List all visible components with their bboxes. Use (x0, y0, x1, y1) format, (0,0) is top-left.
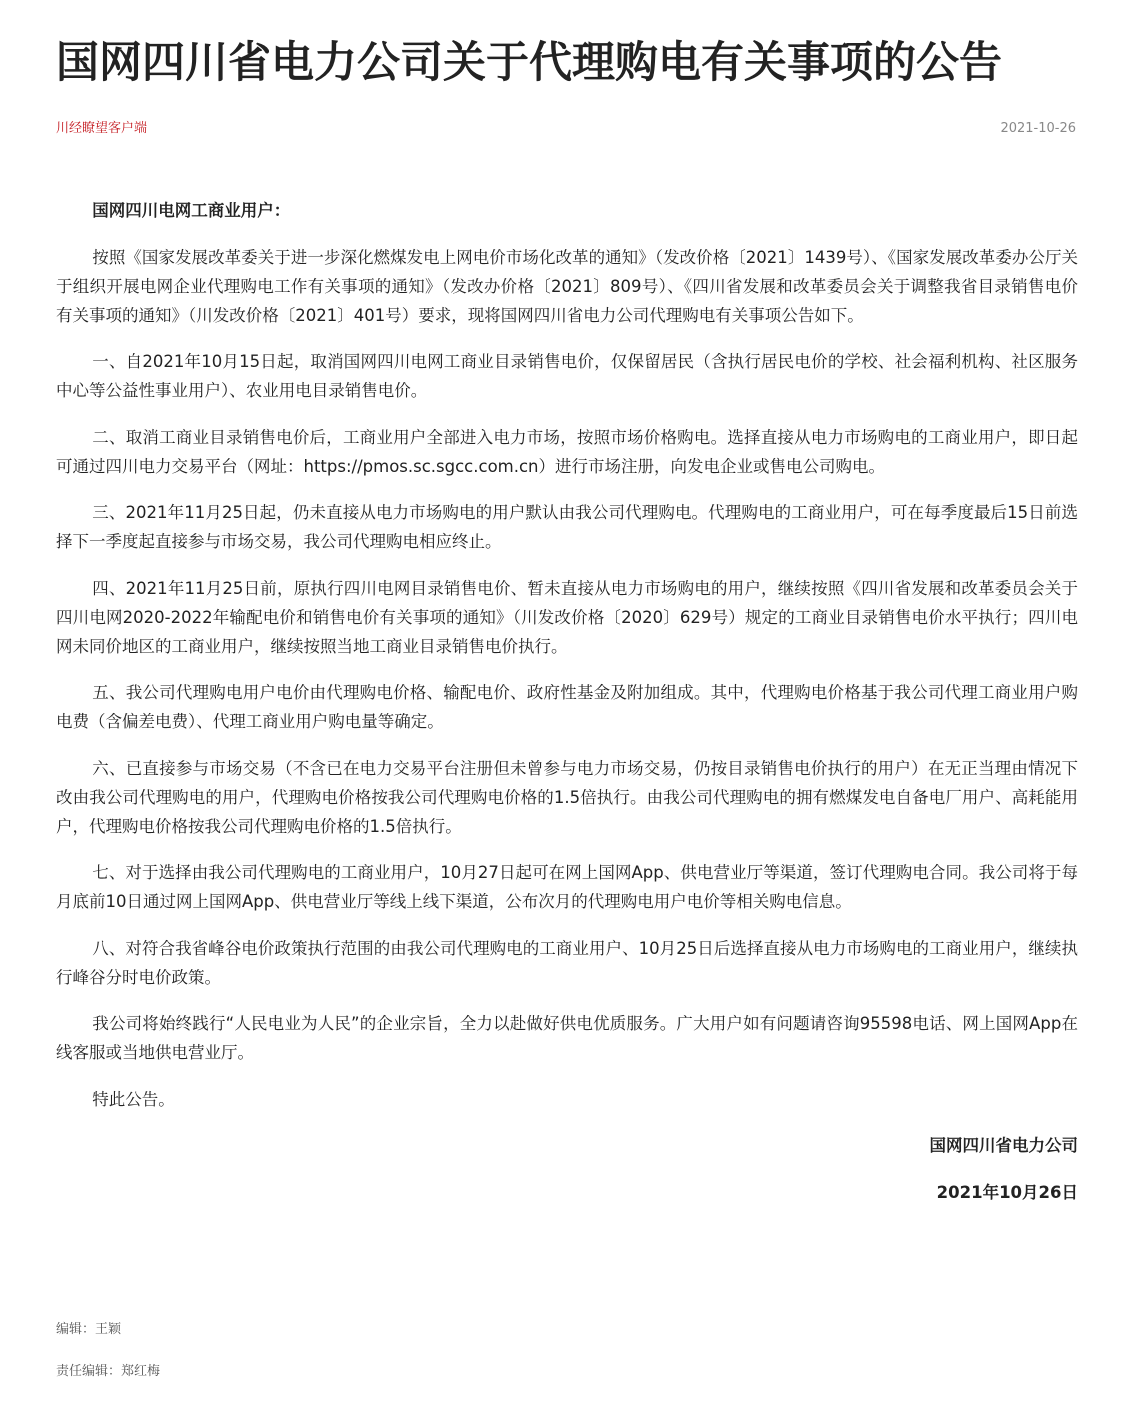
article-footer (56, 1320, 160, 1404)
paragraph-notice-end: 特此公告。 (92, 1089, 175, 1109)
paragraph-item-2: 二、取消工商业目录销售电价后，工商业用户全部进入电力市场，按照市场价格购电。选择直接从电力市场购电的工商业用户，即日起可通过四川电力交易平台（网址：https://pmos.sc.sgcc.com.cn）进行市场注册，向发电企业或售电公司购电。 (56, 427, 1078, 476)
article-body (56, 196, 1078, 1224)
article-meta (56, 119, 1076, 139)
editor-credit: 编辑：王颖 (56, 1322, 122, 1337)
paragraph-item-4: 四、2021年11月25日前，原执行四川电网目录销售电价、暂未直接从电力市场购电的用户，继续按照《四川省发展和改革委员会关于四川电网2020-2022年输配电价和销售电价有关事项的通知》（川发改价格〔2020〕629号）规定的工商业目录销售电价水平执行；四川电网未同价地区的工商业用户，继续按照当地工商业目录销售电价执行。 (56, 578, 1078, 656)
paragraph-item-1: 一、自2021年10月15日起，取消国网四川电网工商业目录销售电价，仅保留居民（含执行居民电价的学校、社会福利机构、社区服务中心等公益性事业用户）、农业用电目录销售电价。 (56, 352, 1078, 400)
article-title: 国网四川省电力公司关于代理购电有关事项的公告 (56, 38, 1002, 88)
publish-date: 2021-10-26 (1000, 121, 1076, 136)
salutation: 国网四川电网工商业用户： (92, 201, 291, 220)
paragraph-item-3: 三、2021年11月25日起，仍未直接从电力市场购电的用户默认由我公司代理购电。代理购电的工商业用户，可在每季度最后15日前选择下一季度起直接参与市场交易，我公司代理购电相应终止。 (56, 503, 1078, 551)
source-link[interactable]: 川经瞭望客户端 (56, 121, 148, 136)
paragraph-item-6: 六、已直接参与市场交易（不含已在电力交易平台注册但未曾参与电力市场交易，仍按目录销售电价执行的用户）在无正当理由情况下改由我公司代理购电的用户，代理购电价格按我公司代理购电价格的1.5倍执行。由我公司代理购电的拥有燃煤发电自备电厂用户、高耗能用户，代理购电价格按我公司代理购电价格的1.5倍执行。 (56, 758, 1078, 836)
signature: 国网四川省电力公司 (929, 1136, 1078, 1155)
paragraph-intro: 按照《国家发展改革委关于进一步深化燃煤发电上网电价市场化改革的通知》（发改价格〔2021〕1439号）、《国家发展改革委办公厅关于组织开展电网企业代理购电工作有关事项的通知》（发改办价格〔2021〕809号）、《四川省发展和改革委员会关于调整我省目录销售电价有关事项的通知》（川发改价格〔2021〕401号）要求，现将国网四川省电力公司代理购电有关事项公告如下。 (56, 247, 1078, 325)
paragraph-item-7: 七、对于选择由我公司代理购电的工商业用户，10月27日起可在网上国网App、供电营业厅等渠道，签订代理购电合同。我公司将于每月底前10日通过网上国网App、供电营业厅等线上线下渠道，公布次月的代理购电用户电价等相关购电信息。 (56, 863, 1078, 911)
paragraph-item-8: 八、对符合我省峰谷电价政策执行范围的由我公司代理购电的工商业用户、10月25日后选择直接从电力市场购电的工商业用户，继续执行峰谷分时电价政策。 (56, 938, 1078, 987)
signature-date: 2021年10月26日 (936, 1182, 1078, 1202)
chief-editor-credit: 责任编辑：郑红梅 (56, 1364, 161, 1379)
paragraph-closing: 我公司将始终践行“人民电业为人民”的企业宗旨，全力以赴做好供电优质服务。广大用户如有问题请咨询95598电话、网上国网App在线客服或当地供电营业厅。 (56, 1014, 1078, 1062)
paragraph-item-5: 五、我公司代理购电用户电价由代理购电价格、输配电价、政府性基金及附加组成。其中，代理购电价格基于我公司代理工商业用户购电费（含偏差电费）、代理工商业用户购电量等确定。 (56, 683, 1078, 731)
